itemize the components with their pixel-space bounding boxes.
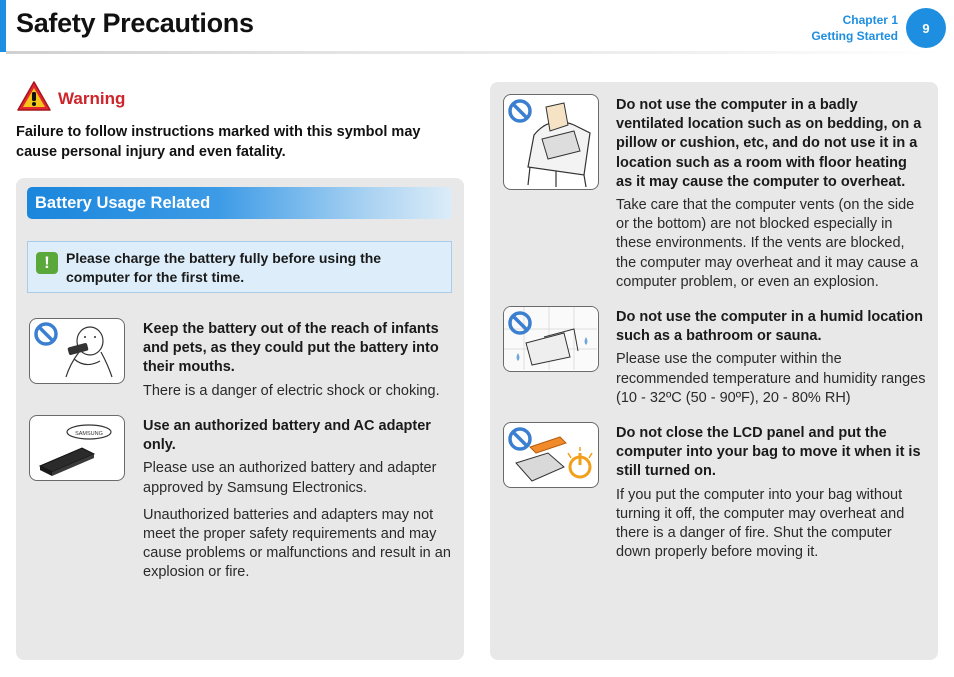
chapter-label: [811, 12, 898, 44]
warning-heading: [16, 80, 125, 117]
chapter-number: Chapter 1: [842, 13, 898, 27]
right-item-2-body: Please use the computer within the recommended temperature and humidity ranges (10 - 32ºC (50 - 90ºF), 20 - 80% RH): [616, 351, 926, 406]
exclamation-icon: !: [36, 252, 58, 274]
header-accent-bar: [0, 0, 6, 52]
laptop-on-bedding-illustration: [503, 94, 599, 190]
header-divider: [6, 51, 946, 54]
left-item-1: [143, 320, 453, 401]
warning-triangle-icon: [16, 80, 52, 117]
right-item-2-heading: Do not use the computer in a humid location such as a bathroom or sauna.: [616, 309, 923, 345]
page-title: Safety Precautions: [16, 8, 254, 38]
right-item-1-body: Take care that the computer vents (on the side or the bottom) are not blocked especially in these environments. If the vents are blocked, the computer may overheat and it may cause a computer problem, or even an explosion.: [616, 197, 919, 290]
laptop-in-bag-illustration: [503, 422, 599, 488]
humid-bathroom-illustration: [503, 306, 599, 372]
left-item-2: [143, 417, 453, 583]
left-item-2-body-2: Unauthorized batteries and adapters may not meet the proper safety requirements and may cause problems or malfunctions and result in an explosion or fire.: [143, 506, 451, 581]
left-item-2-heading: Use an authorized battery and AC adapter only.: [143, 418, 431, 454]
left-item-1-heading: Keep the battery out of the reach of infants and pets, as they could put the battery into their mouths.: [143, 321, 439, 376]
page-number-badge: 9: [906, 8, 946, 48]
note-box: [27, 241, 452, 293]
warning-label: Warning: [58, 88, 126, 108]
right-item-3-body: If you put the computer into your bag without turning it off, the computer may overheat and there is a danger of fire. Shut the computer down properly before moving it.: [616, 486, 905, 561]
right-item-3: [616, 424, 926, 562]
left-item-2-body: Please use an authorized battery and adapter approved by Samsung Electronics.: [143, 460, 437, 496]
note-text: Please charge the battery fully before using the computer for the first time.: [66, 250, 382, 285]
right-item-2: [616, 308, 926, 408]
left-item-1-body: There is a danger of electric shock or choking.: [143, 382, 440, 399]
warning-description: Failure to follow instructions marked with this symbol may cause personal injury and even fatality.: [16, 124, 421, 160]
battery-illustration: [29, 415, 125, 481]
infant-battery-illustration: [29, 318, 125, 384]
section-title: Battery Usage Related: [27, 187, 452, 219]
chapter-title: Getting Started: [811, 29, 898, 43]
battery-brand-label: SAMSUNG: [75, 431, 103, 437]
right-item-3-heading: Do not close the LCD panel and put the computer into your bag to move it when it is still turned on.: [616, 425, 921, 480]
right-item-1-heading: Do not use the computer in a badly ventilated location such as on bedding, on a pillow or cushion, etc, and do not use it in a location such as a room with floor heating as it may cause the computer to overheat.: [616, 97, 922, 190]
right-item-1: [616, 96, 926, 292]
